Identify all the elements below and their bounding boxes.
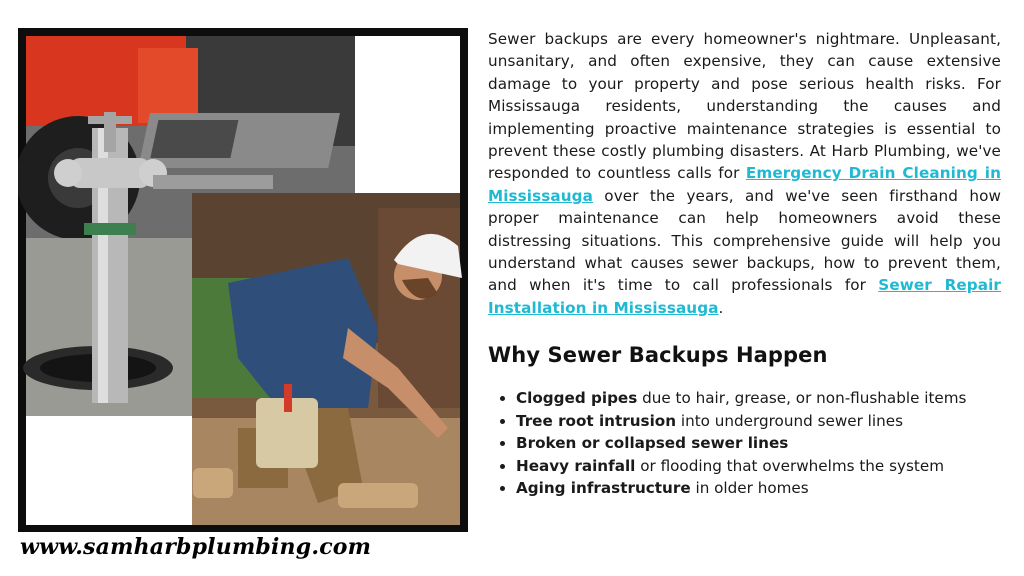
list-item <box>516 432 1001 454</box>
list-item-text: or flooding that overwhelms the system <box>635 456 945 475</box>
list-item-bold: Tree root intrusion <box>516 411 677 430</box>
section-heading: Why Sewer Backups Happen <box>488 343 828 368</box>
intro-text-3: . <box>718 298 724 317</box>
list-item <box>516 410 1001 432</box>
white-block-top <box>355 36 460 193</box>
list-item-text: due to hair, grease, or non-flushable items <box>637 389 967 408</box>
collage-graphic <box>18 28 468 532</box>
website-url[interactable]: www.samharbplumbing.com <box>20 534 372 560</box>
list-item <box>516 387 1001 409</box>
photo-collage <box>18 28 468 532</box>
list-item-text: into underground sewer lines <box>676 411 903 430</box>
sewer-repair-installation-link[interactable]: Sewer Repair Installation in Mississauga <box>488 276 1001 317</box>
causes-list <box>488 387 1001 499</box>
emergency-drain-cleaning-link[interactable]: Emergency Drain Cleaning in Mississauga <box>488 164 1001 205</box>
plumber-photo <box>192 193 462 525</box>
white-block-bottom <box>26 416 192 525</box>
intro-text-1: Sewer backups are every homeowner's nightmare. Unpleasant, unsanitary, and often expensive, they can cause extensive damage to your property and pose serious health risks. For Mississauga residents, understanding the causes and implementing proactive maintenance strategies is essential to prevent these costly plumbing disasters. At Harb Plumbing, we've responded to countless calls for <box>488 30 1001 183</box>
list-item-bold: Heavy rainfall <box>516 456 636 475</box>
list-item <box>516 455 1001 477</box>
list-item <box>516 477 1001 499</box>
intro-paragraph <box>488 28 1001 319</box>
list-item-bold: Broken or collapsed sewer lines <box>516 434 789 453</box>
list-item-bold: Clogged pipes <box>516 389 638 408</box>
list-item-text: in older homes <box>690 478 809 497</box>
intro-text-2: over the years, and we've seen firsthand how proper maintenance can help homeowners avoid these distressing situations. This comprehensive guide will help you understand what causes sewer backups, how to prevent them, and when it's time to call professionals for <box>488 186 1001 295</box>
list-item-bold: Aging infrastructure <box>516 478 691 497</box>
article <box>488 28 1001 499</box>
